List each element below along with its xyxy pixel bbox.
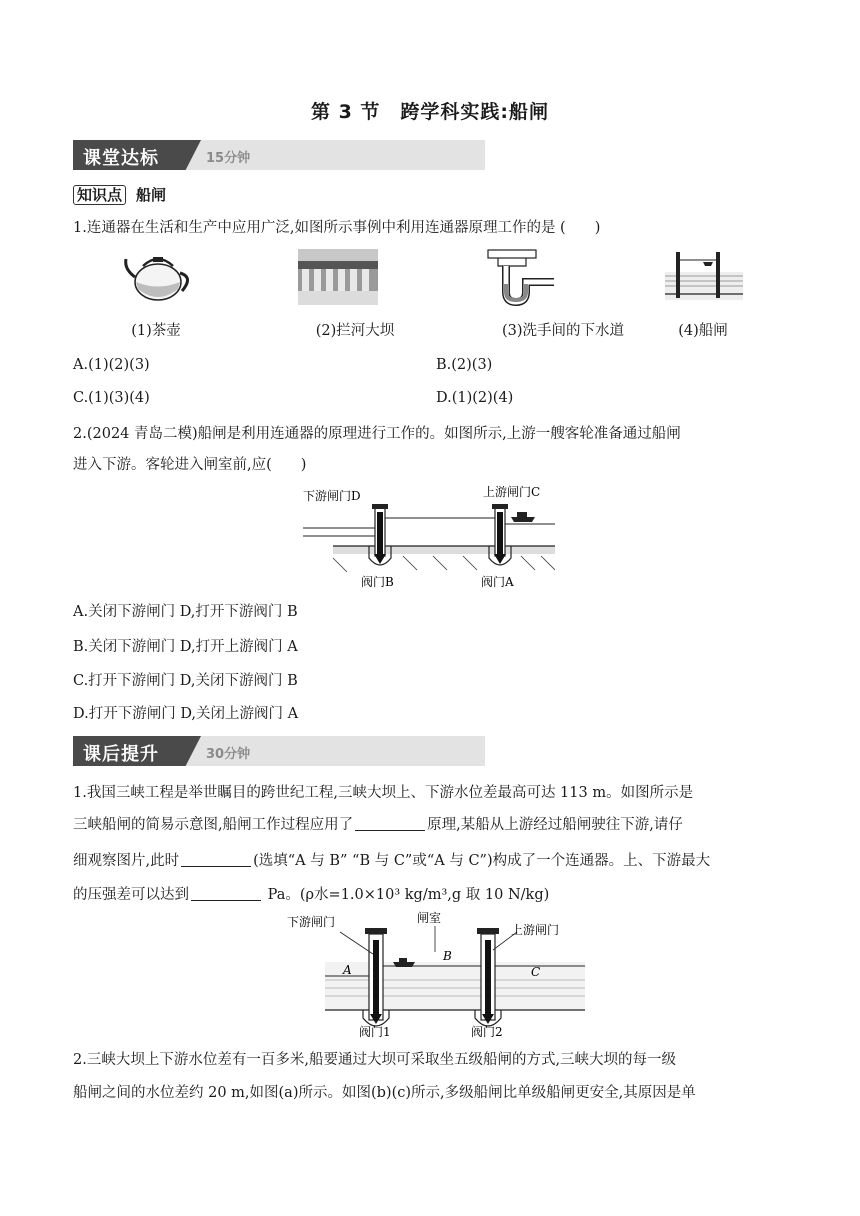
option-a: A.(1)(2)(3) [73,357,150,373]
label-b: B [443,949,452,963]
answer-blank-3[interactable] [191,884,261,901]
caption-drain: (3)洗手间的下水道 [501,323,625,339]
q2-option-c: C.打开下游闸门 D,关闭下游阀门 B [73,673,298,689]
ship-lock-figure-small [665,250,743,304]
answer-blank-1[interactable] [355,814,425,831]
label-gate-d: 下游闸门D [303,489,361,503]
section-duration: 30分钟 [206,747,251,762]
section-duration: 15分钟 [206,151,251,166]
section-label: 课后提升 [83,744,159,765]
problem-1-line2: 三峡船闸的简易示意图,船闸工作过程应用了 原理,某船从上游经过船闸驶往下游,请仔 [73,814,683,835]
section-banner-classwork [73,140,485,170]
q2-option-a: A.关闭下游闸门 D,打开下游阀门 B [73,604,298,620]
three-gorges-lock-figure [285,910,585,1040]
label-valve-1: 阀门1 [359,1025,391,1039]
answer-blank-2[interactable] [181,850,251,867]
question-1-stem: 1.连通器在生活和生产中应用广泛,如图所示事例中利用连通器原理工作的是 ( ) [73,220,601,236]
drain-pipe-figure [486,248,558,306]
label-valve-2: 阀门2 [471,1025,503,1039]
label-lower-gate: 下游闸门 [287,915,336,929]
section-banner-homework [73,736,485,766]
teapot-figure [120,249,196,307]
question-2-stem-line1: 2.(2024 青岛二模)船闸是利用连通器的原理进行工作的。如图所示,上游一艘客轮准备通过船闸 [73,426,681,442]
page-title: 第 3 节 跨学科实践:船闸 [310,101,550,123]
q2-option-d: D.打开下游闸门 D,关闭上游阀门 A [73,706,299,722]
caption-dam: (2)拦河大坝 [315,323,395,339]
label-a: A [343,963,352,977]
caption-teapot: (1)茶壶 [131,323,181,339]
label-chamber: 闸室 [417,911,442,925]
option-c: C.(1)(3)(4) [73,390,150,406]
ship-lock-figure-q2 [303,484,555,592]
problem-2-line2: 船闸之间的水位差约 20 m,如图(a)所示。如图(b)(c)所示,多级船闸比单级船闸更安全,其原因是单 [73,1085,696,1101]
dam-figure [298,249,378,305]
problem-1-line4: 的压强差可以达到 Pa。(ρ水=1.0×10³ kg/m³,g 取 10 N/kg) [73,884,549,905]
label-valve-a: 阀门A [481,575,514,589]
label-c: C [531,965,541,979]
label-valve-b: 阀门B [361,575,394,589]
knowledge-point-name: 船闸 [136,186,167,204]
section-label: 课堂达标 [83,148,159,169]
option-b: B.(2)(3) [436,357,493,373]
problem-1-line3: 细观察图片,此时 (选填“A 与 B” “B 与 C”或“A 与 C”)构成了一个连通器。上、下游最大 [73,850,710,871]
caption-ship-lock: (4)船闸 [678,323,728,339]
knowledge-point [73,184,166,205]
problem-2-line1: 2.三峡大坝上下游水位差有一百多米,船要通过大坝可采取坐五级船闸的方式,三峡大坝的每一级 [73,1052,677,1068]
question-2-stem-line2: 进入下游。客轮进入闸室前,应( ) [73,457,307,473]
problem-1-line1: 1.我国三峡工程是举世瞩目的跨世纪工程,三峡大坝上、下游水位差最高可达 113 m。如图所示是 [73,785,694,801]
label-upper-gate: 上游闸门 [511,923,560,937]
q2-option-b: B.关闭下游闸门 D,打开上游阀门 A [73,639,298,655]
option-d: D.(1)(2)(4) [436,390,514,406]
knowledge-point-tag: 知识点 [73,185,126,205]
label-gate-c: 上游闸门C [483,485,541,499]
